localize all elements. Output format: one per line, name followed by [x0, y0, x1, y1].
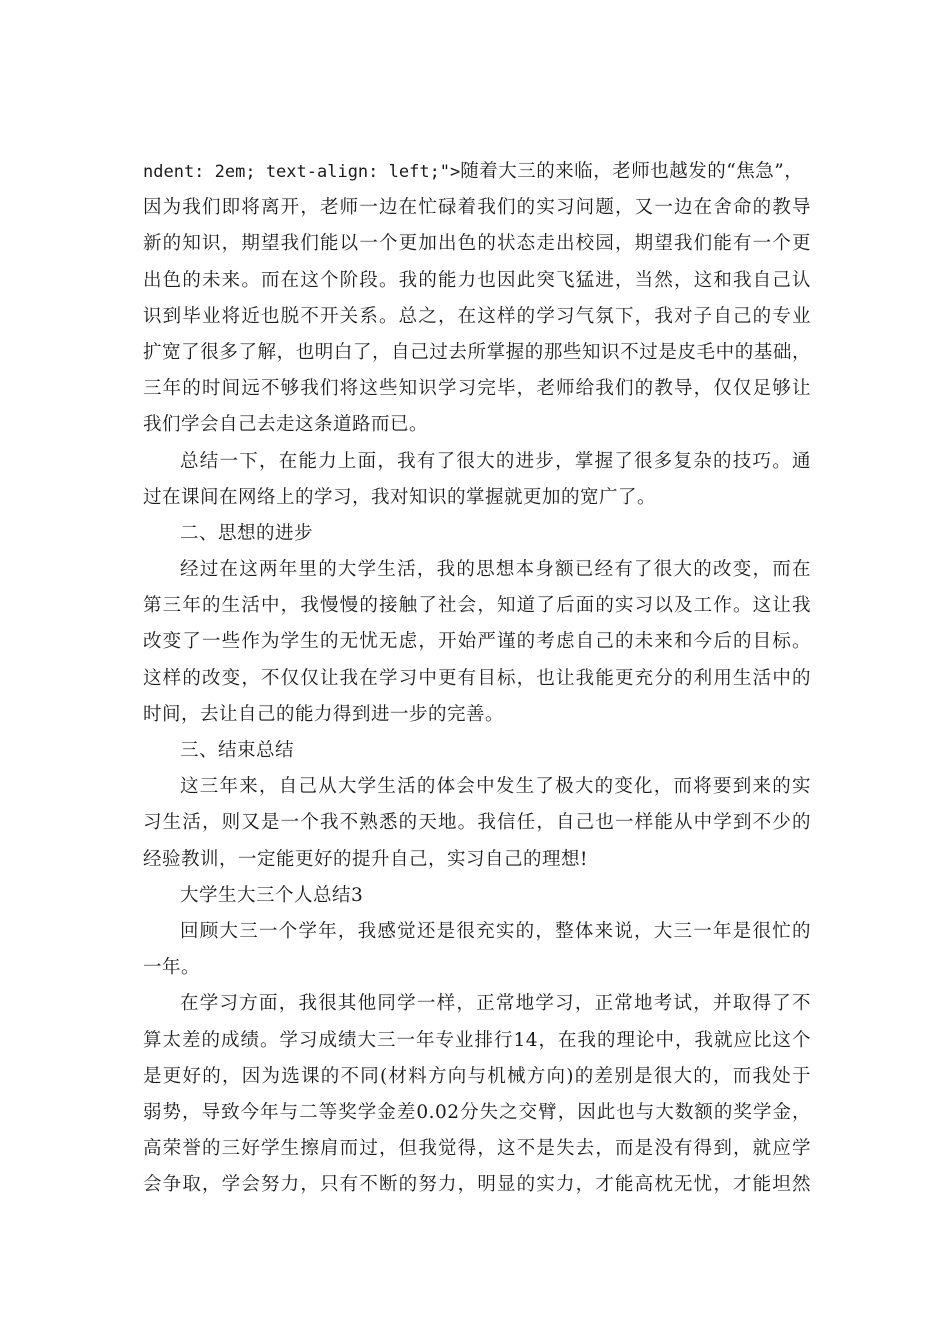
text-line: 算太差的成绩。学习成绩大三一年专业排行14，在我的理论中，我就应比这个 [143, 1029, 811, 1051]
text-line: 新的知识，期望我们能以一个更加出色的状态走出校园，期望我们能有一个更 [143, 233, 811, 255]
text-line: 经过在这两年里的大学生活，我的思想本身额已经有了很大的改变，而在 [180, 559, 811, 581]
text-line: 过在课间在网络上的学习，我对知识的掌握就更加的宽广了。 [143, 486, 657, 508]
text-line: 三年的时间远不够我们将这些知识学习完毕，老师给我们的教导，仅仅足够让 [143, 378, 811, 400]
text-line: 这三年来，自己从大学生活的体会中发生了极大的变化，而将要到来的实 [180, 776, 811, 798]
text-line: ndent: 2em; text-align: left;">随着大三的来临，老师也越发的“焦急”， [143, 161, 804, 182]
code-fragment: ndent: 2em; text-align: left;"> [143, 162, 461, 182]
text-line: 是更好的，因为选课的不同(材料方向与机械方向)的差别是很大的，而我处于 [143, 1065, 811, 1087]
text-line: 出色的未来。而在这个阶段。我的能力也因此突飞猛进，当然，这和我自己认 [143, 269, 811, 291]
text-line: 弱势，导致今年与二等奖学金差0.02分失之交臂，因此也与大数额的奖学金， [143, 1101, 811, 1123]
text-line: 经验教训，一定能更好的提升自己，实习自己的理想! [143, 848, 588, 870]
text-line: 习生活，则又是一个我不熟悉的天地。我信任，自己也一样能从中学到不少的 [143, 812, 811, 834]
text-line: 在学习方面，我很其他同学一样，正常地学习，正常地考试，并取得了不 [180, 993, 811, 1015]
text-line: 这样的改变，不仅仅让我在学习中更有目标，也让我能更充分的利用生活中的 [143, 667, 811, 689]
section-heading: 大学生大三个人总结3 [180, 884, 364, 906]
section-heading: 三、结束总结 [180, 740, 295, 761]
section-heading: 二、思想的进步 [180, 522, 314, 544]
text-line: 因为我们即将离开，老师一边在忙碌着我们的实习问题，又一边在舍命的教导 [143, 197, 811, 219]
text-line: 扩宽了很多了解，也明白了，自己过去所掌握的那些知识不过是皮毛中的基础， [143, 341, 811, 363]
document-body [143, 154, 811, 1203]
text-line: 时间，去让自己的能力得到进一步的完善。 [143, 703, 505, 725]
text-line: 会争取，学会努力，只有不断的努力，明显的实力，才能高枕无忧，才能坦然 [143, 1174, 811, 1196]
text-line: 总结一下，在能力上面，我有了很大的进步，掌握了很多复杂的技巧。通 [180, 450, 811, 472]
text-line: 识到毕业将近也脱不开关系。总之，在这样的学习气氛下，我对子自己的专业 [143, 305, 811, 327]
text-line: 第三年的生活中，我慢慢的接触了社会，知道了后面的实习以及工作。这让我 [143, 595, 811, 617]
text-line: 改变了一些作为学生的无忧无虑，开始严谨的考虑自己的未来和今后的目标。 [143, 631, 811, 653]
text-line: 一年。 [143, 957, 201, 979]
text-line: 我们学会自己去走这条道路而已。 [143, 414, 429, 436]
text-line: 回顾大三一个学年，我感觉还是很充实的，整体来说，大三一年是很忙的 [180, 920, 811, 942]
text-line: 高荣誉的三好学生擦肩而过，但我觉得，这不是失去，而是没有得到，就应学 [143, 1138, 811, 1160]
